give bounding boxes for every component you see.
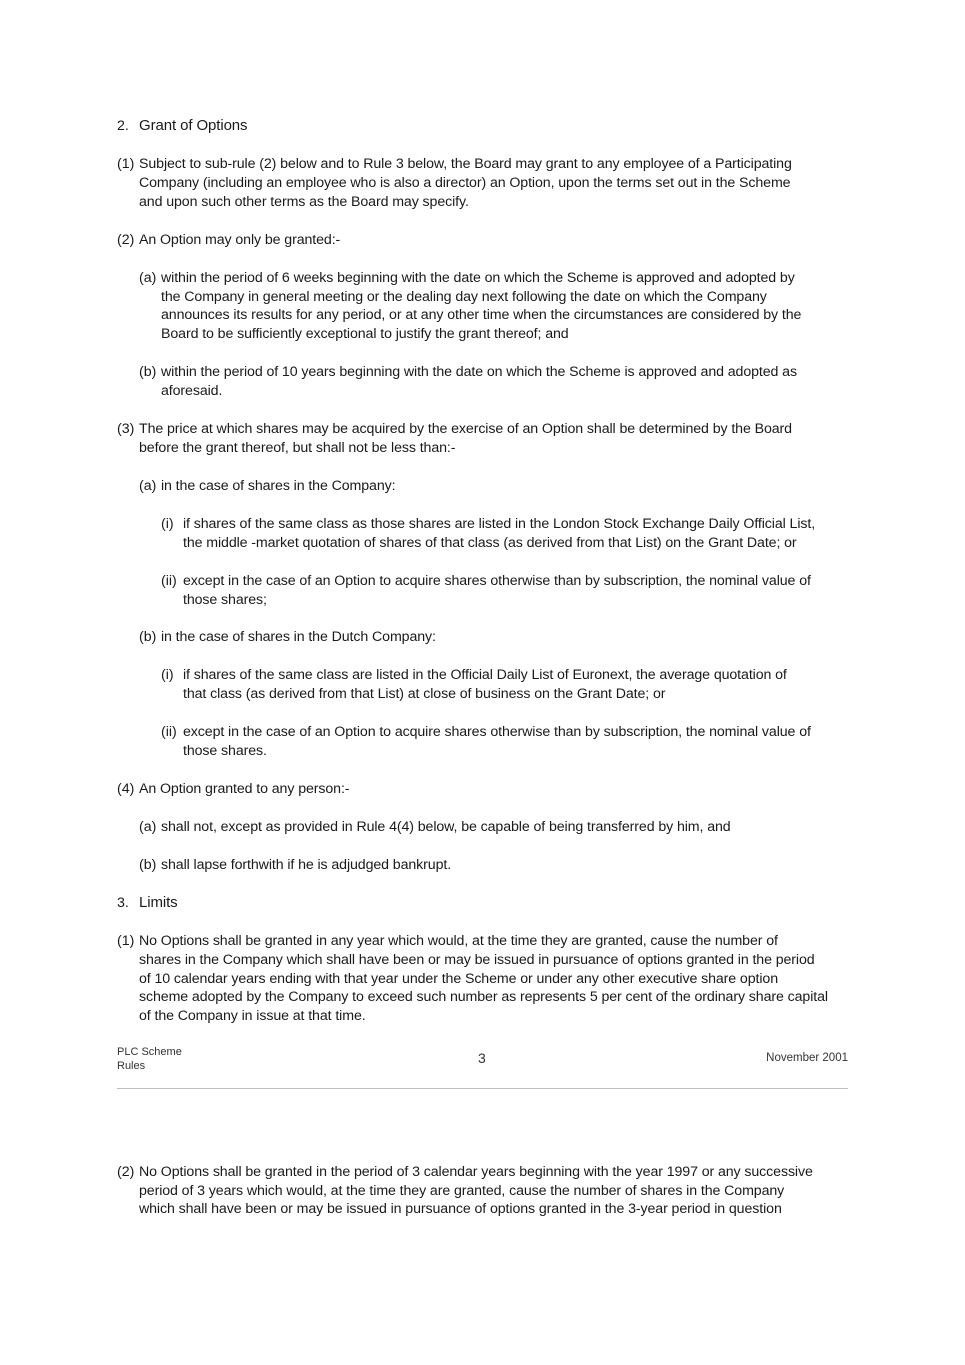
rule-2-2a-label: (a) — [139, 270, 157, 286]
rule-2-2-text: An Option may only be granted:- — [139, 232, 341, 248]
rule-2-2b-line: within the period of 10 years beginning with the date on which the Scheme is approved and adopted as — [161, 364, 797, 380]
rule-2-3-label: (3) — [117, 421, 135, 437]
page-number: 3 — [478, 1050, 486, 1066]
rule-2-3b-ii-line: except in the case of an Option to acquire shares otherwise than by subscription, the nominal value of — [183, 724, 811, 740]
rule-2-3b-ii-label: (ii) — [161, 724, 177, 740]
section-2-number: 2. — [117, 118, 129, 134]
rule-2-1-line: Company (including an employee who is also a director) an Option, upon the terms set out in the Scheme — [139, 175, 791, 191]
rule-2-4b-label: (b) — [139, 857, 157, 873]
rule-3-1-line: shares in the Company which shall have been or may be issued in pursuance of options granted in the period — [139, 952, 815, 968]
rule-2-3b-i-label: (i) — [161, 667, 174, 683]
section-3-number: 3. — [117, 895, 129, 911]
rule-3-1-line: No Options shall be granted in any year which would, at the time they are granted, cause the number of — [139, 933, 778, 949]
section-2-title: Grant of Options — [139, 117, 248, 134]
rule-2-3-line: The price at which shares may be acquired by the exercise of an Option shall be determined by the Board — [139, 421, 792, 437]
rule-3-2-line: which shall have been or may be issued in pursuance of options granted in the 3-year period in question — [139, 1201, 782, 1217]
rule-3-1-label: (1) — [117, 933, 135, 949]
footer-line-1: PLC Scheme — [117, 1046, 182, 1058]
rule-2-1-line: and upon such other terms as the Board may specify. — [139, 194, 469, 210]
rule-2-4b-text: shall lapse forthwith if he is adjudged bankrupt. — [161, 857, 452, 873]
rule-2-3b-label: (b) — [139, 629, 157, 645]
rule-2-3b-i-line: if shares of the same class are listed in the Official Daily List of Euronext, the average quotation of — [183, 667, 787, 683]
footer-line-2: Rules — [117, 1060, 146, 1072]
rule-3-2-line: period of 3 years which would, at the time they are granted, cause the number of shares in the Company — [139, 1183, 785, 1199]
rule-2-3a-label: (a) — [139, 478, 157, 494]
rule-2-4-label: (4) — [117, 781, 135, 797]
rule-2-3-line: before the grant thereof, but shall not be less than:- — [139, 440, 456, 456]
rule-2-3a-ii-line: except in the case of an Option to acquire shares otherwise than by subscription, the nominal value of — [183, 573, 811, 589]
rule-2-4a-text: shall not, except as provided in Rule 4(4) below, be capable of being transferred by him, and — [161, 819, 731, 835]
rule-2-3a-i-line: the middle -market quotation of shares of that class (as derived from that List) on the Grant Date; or — [183, 535, 797, 551]
rule-2-2a-line: Board to be sufficiently exceptional to justify the grant thereof; and — [161, 326, 569, 342]
section-3-title: Limits — [139, 894, 178, 911]
rule-2-2b-label: (b) — [139, 364, 157, 380]
rule-2-4a-label: (a) — [139, 819, 157, 835]
rule-2-3a-i-line: if shares of the same class as those shares are listed in the London Stock Exchange Daily Official List, — [183, 516, 816, 532]
rule-2-3a-text: in the case of shares in the Company: — [161, 478, 396, 494]
rule-2-2a-line: announces its results for any period, or at any other time when the circumstances are considered by the — [161, 307, 802, 323]
rule-3-1-line: of 10 calendar years ending with that year under the Scheme or under any other executive share option — [139, 971, 778, 987]
rule-2-1-label: (1) — [117, 156, 135, 172]
rule-2-3b-i-line: that class (as derived from that List) at close of business on the Grant Date; or — [183, 686, 666, 702]
rule-2-2a-line: the Company in general meeting or the dealing day next following the date on which the Company — [161, 289, 767, 305]
rule-2-3a-ii-line: those shares; — [183, 592, 267, 608]
rule-2-3b-ii-line: those shares. — [183, 743, 267, 759]
rule-2-3a-i-label: (i) — [161, 516, 174, 532]
rule-3-2-label: (2) — [117, 1164, 135, 1180]
rule-2-3b-text: in the case of shares in the Dutch Company: — [161, 629, 436, 645]
rule-2-2-label: (2) — [117, 232, 135, 248]
rule-2-4-text: An Option granted to any person:- — [139, 781, 350, 797]
rule-3-2-line: No Options shall be granted in the period of 3 calendar years beginning with the year 1997 or any successive — [139, 1164, 813, 1180]
rule-3-1-line: scheme adopted by the Company to exceed such number as represents 5 per cent of the ordinary share capital — [139, 989, 828, 1005]
footer-date: November 2001 — [766, 1052, 848, 1064]
rule-3-1-line: of the Company in issue at that time. — [139, 1008, 366, 1024]
rule-2-2b-line: aforesaid. — [161, 383, 223, 399]
rule-2-3a-ii-label: (ii) — [161, 573, 177, 589]
page-divider — [117, 1088, 848, 1089]
rule-2-1-line: Subject to sub-rule (2) below and to Rule 3 below, the Board may grant to any employee of a Participating — [139, 156, 792, 172]
footer-document-name — [117, 1045, 182, 1073]
rule-2-2a-line: within the period of 6 weeks beginning with the date on which the Scheme is approved and adopted by — [161, 270, 795, 286]
